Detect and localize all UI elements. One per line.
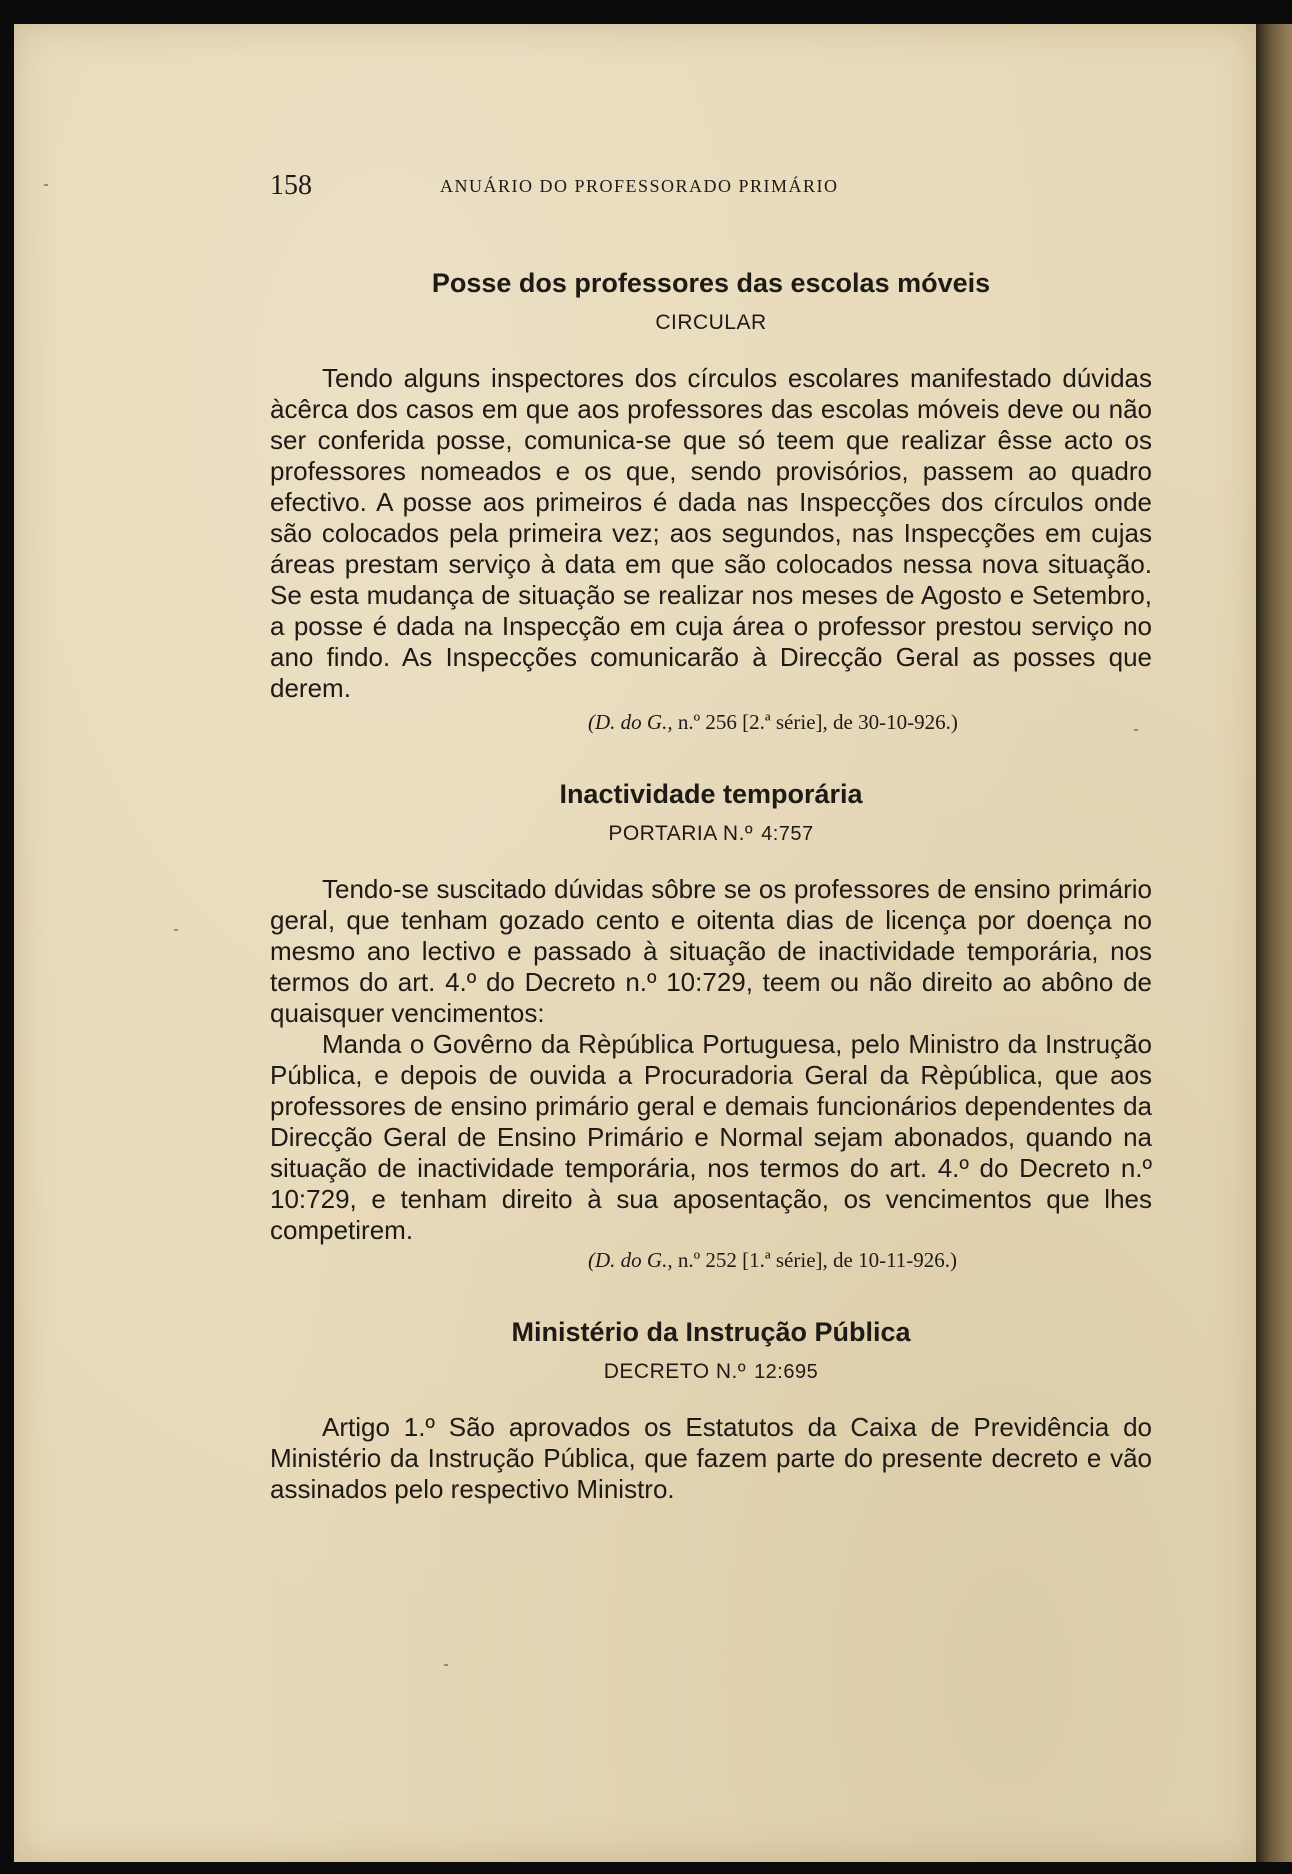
subtitle-label: CIRCULAR [655, 311, 767, 334]
section-title: Ministério da Instrução Pública [511, 1317, 911, 1347]
citation-details: n.º 256 [2.ª série], de 30-10-926.) [677, 710, 958, 734]
section-subtitle [270, 311, 1152, 335]
section-ministerio [270, 1317, 1152, 1505]
section-subtitle [270, 822, 1152, 846]
paper-speck [44, 184, 48, 186]
body-paragraph: Artigo 1.º São aprovados os Estatutos da Caixa de Previdência do Ministério da Instrução Pública, que fazem parte do presente decreto e vão assinados pelo respectivo Ministro. [270, 1412, 1152, 1504]
body-paragraph: Tendo alguns inspectores dos círculos escolares manifestado dúvidas àcêrca dos casos em que aos professores das escolas móveis deve ou não ser conferida posse, comunica-se que só teem que realizar êsse acto os professores nomeados e os que, sendo provisórios, passem ao quadro efectivo. A posse aos primeiros é dada nas Inspecções dos círculos onde são colocados pela primeira vez; aos segundos, nas Inspecções em cujas áreas prestam serviço à data em que são colocados nessa nova situação. Se esta mudança de situação se realizar nos meses de Agosto e Setembro, a posse é dada na Inspecção em cuja área o professor prestou serviço no ano findo. As Inspecções comunicarão à Direcção Geral as posses que derem. [270, 363, 1152, 703]
running-title: ANUÁRIO DO PROFESSORADO PRIMÁRIO [440, 176, 839, 196]
body-paragraph: Tendo-se suscitado dúvidas sôbre se os professores de ensino primário geral, que tenham gozado cento e oitenta dias de licença por doença no mesmo ano lectivo e passado à situação de inactividade temporária, nos termos do art. 4.º do Decreto n.º 10:729, teem ou não direito ao abôno de quaisquer vencimentos: [270, 874, 1152, 1028]
subtitle-label: PORTARIA N.º [608, 822, 754, 845]
citation [270, 710, 1152, 735]
running-head [270, 170, 1152, 210]
subtitle-number: 4:757 [761, 823, 814, 845]
citation-source: (D. do G., [588, 710, 673, 734]
citation [270, 1248, 1152, 1273]
section-inactividade [270, 779, 1152, 1273]
page-number: 158 [270, 170, 312, 201]
page-edge-shadow [1256, 24, 1292, 1862]
section-posse [270, 268, 1152, 735]
section-subtitle [270, 1360, 1152, 1384]
section-title: Inactividade temporária [559, 779, 863, 809]
body-paragraph: Manda o Govêrno da Rèpública Portuguesa, pelo Ministro da Instrução Pública, e depois de ouvida a Procuradoria Geral da Rèpública, que aos professores de ensino primário geral e demais funcionários dependentes da Direcção Geral de Ensino Primário e Normal sejam abonados, quando na situação de inactividade temporária, nos termos do art. 4.º do Decreto n.º 10:729, e tenham direito à sua aposentação, os vencimentos que lhes competirem. [270, 1029, 1152, 1245]
page-content [270, 170, 1152, 1505]
citation-source: (D. do G., [588, 1248, 673, 1272]
section-title: Posse dos professores das escolas móveis [431, 268, 991, 298]
paper-speck [174, 929, 178, 931]
subtitle-label: DECRETO N.º [603, 1360, 747, 1383]
paper-speck [444, 1664, 448, 1666]
subtitle-number: 12:695 [754, 1361, 819, 1383]
citation-details: n.º 252 [1.ª série], de 10-11-926.) [677, 1248, 958, 1272]
